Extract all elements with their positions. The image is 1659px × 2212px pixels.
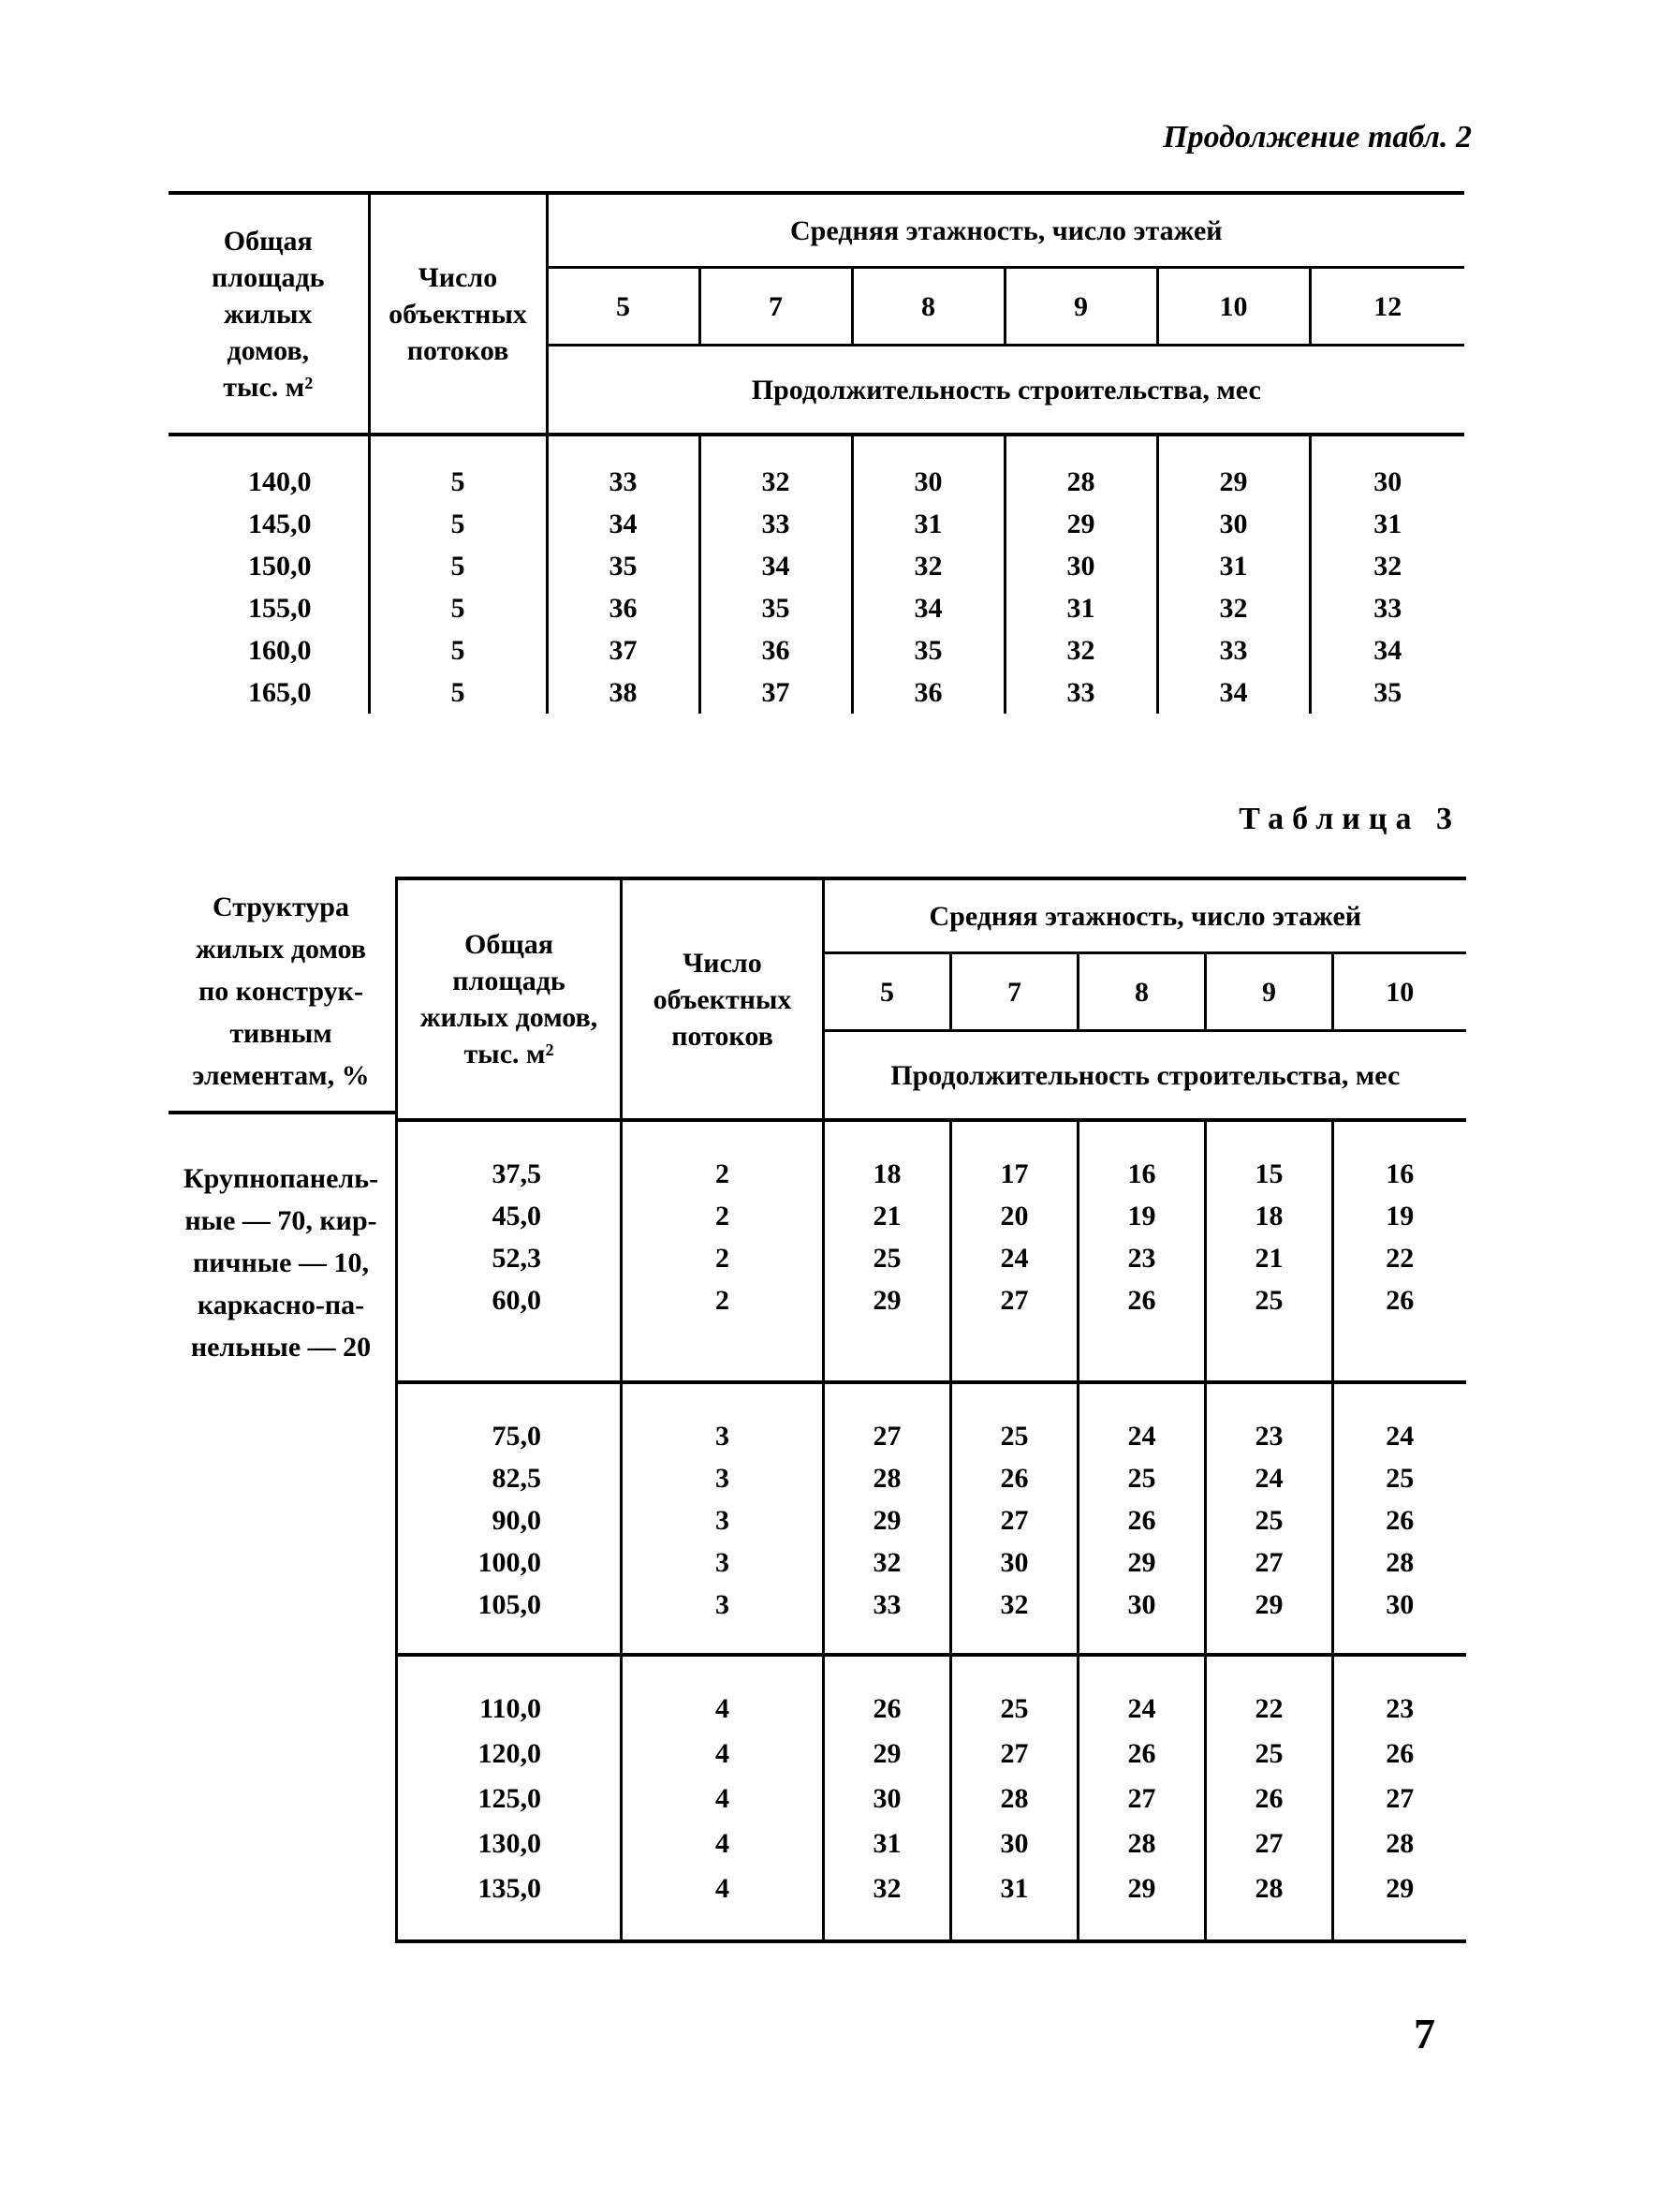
duration-cell: 27 — [1206, 1825, 1333, 1870]
duration-cell: 33 — [824, 1586, 951, 1655]
header-average-floors: Средняя этажность, число этажей — [547, 193, 1464, 268]
area-cell: 110,0 — [397, 1655, 622, 1735]
duration-cell: 26 — [951, 1460, 1079, 1502]
area-cell: 120,0 — [397, 1735, 622, 1780]
duration-cell: 28 — [1079, 1825, 1206, 1870]
duration-cell: 19 — [1333, 1198, 1466, 1240]
page-number: 7 — [1414, 2010, 1435, 2057]
duration-cell: 32 — [852, 545, 1005, 587]
duration-cell: 30 — [1005, 545, 1157, 587]
header-construction-duration: Продолжительность строительства, мес — [547, 346, 1464, 435]
floor-header-5: 5 — [547, 268, 699, 346]
duration-cell: 26 — [1079, 1282, 1206, 1382]
flows-cell: 2 — [622, 1240, 824, 1282]
duration-cell: 23 — [1333, 1655, 1466, 1735]
duration-cell: 24 — [1333, 1382, 1466, 1460]
floor-header-12: 12 — [1310, 268, 1464, 346]
header-total-area: Общая площадь жилых домов, тыс. м² — [397, 878, 622, 1120]
flows-cell: 3 — [622, 1544, 824, 1586]
duration-cell: 33 — [547, 461, 699, 503]
table-row — [397, 1198, 1466, 1240]
duration-cell: 34 — [1310, 629, 1464, 671]
table-row — [397, 1240, 1466, 1282]
duration-cell: 36 — [852, 671, 1005, 714]
duration-cell: 34 — [852, 587, 1005, 629]
floor-header-9: 9 — [1206, 953, 1333, 1031]
duration-cell: 27 — [951, 1282, 1079, 1382]
duration-cell: 27 — [1079, 1780, 1206, 1825]
duration-cell: 26 — [1333, 1735, 1466, 1780]
duration-cell: 18 — [824, 1120, 951, 1198]
duration-cell: 24 — [1206, 1460, 1333, 1502]
duration-cell: 21 — [1206, 1240, 1333, 1282]
duration-cell: 38 — [547, 671, 699, 714]
duration-cell: 31 — [824, 1825, 951, 1870]
duration-cell: 26 — [1079, 1735, 1206, 1780]
duration-cell: 25 — [1079, 1460, 1206, 1502]
duration-cell: 18 — [1206, 1198, 1333, 1240]
duration-cell: 25 — [1206, 1502, 1333, 1544]
flows-cell: 5 — [369, 545, 547, 587]
duration-cell: 29 — [824, 1735, 951, 1780]
header-total-area: Общая площадь жилых домов, тыс. м² — [169, 193, 369, 435]
table-spacer — [169, 435, 1464, 461]
flows-cell: 5 — [369, 629, 547, 671]
duration-cell: 36 — [547, 587, 699, 629]
duration-cell: 28 — [1206, 1870, 1333, 1941]
duration-cell: 26 — [1206, 1780, 1333, 1825]
table-row — [397, 1460, 1466, 1502]
floor-header-10: 10 — [1333, 953, 1466, 1031]
table-row — [397, 1780, 1466, 1825]
duration-cell: 32 — [824, 1544, 951, 1586]
duration-cell: 26 — [1333, 1282, 1466, 1382]
duration-cell: 34 — [547, 503, 699, 545]
duration-cell: 28 — [824, 1460, 951, 1502]
duration-cell: 32 — [824, 1870, 951, 1941]
header-flow-count: Число объектных потоков — [622, 878, 824, 1120]
area-cell: 82,5 — [397, 1460, 622, 1502]
area-cell: 155,0 — [248, 593, 312, 624]
duration-cell: 31 — [1005, 587, 1157, 629]
table-3 — [395, 877, 1466, 1943]
duration-cell: 29 — [824, 1282, 951, 1382]
header-structure: Структура жилых домов по конструк- тивным элементам, % — [192, 892, 370, 1091]
duration-cell: 26 — [1333, 1502, 1466, 1544]
duration-cell: 24 — [951, 1240, 1079, 1282]
duration-cell: 25 — [1206, 1282, 1333, 1382]
table-row — [169, 545, 1464, 587]
duration-cell: 30 — [852, 461, 1005, 503]
flows-cell: 4 — [622, 1870, 824, 1941]
duration-cell: 33 — [699, 503, 852, 545]
area-cell: 75,0 — [397, 1382, 622, 1460]
area-cell: 100,0 — [397, 1544, 622, 1586]
area-cell: 165,0 — [248, 677, 312, 708]
duration-cell: 32 — [699, 461, 852, 503]
duration-cell: 29 — [1079, 1544, 1206, 1586]
table-3-caption: Таблица 3 — [1239, 802, 1461, 836]
duration-cell: 25 — [951, 1382, 1079, 1460]
duration-cell: 29 — [824, 1502, 951, 1544]
header-construction-duration: Продолжительность строительства, мес — [824, 1031, 1466, 1121]
flows-cell: 4 — [622, 1825, 824, 1870]
structure-header-rule — [169, 1111, 395, 1114]
header-flow-count: Число объектных потоков — [369, 193, 547, 435]
duration-cell: 30 — [951, 1825, 1079, 1870]
duration-cell: 32 — [951, 1586, 1079, 1655]
flows-cell: 5 — [369, 587, 547, 629]
duration-cell: 27 — [951, 1735, 1079, 1780]
area-cell: 105,0 — [397, 1586, 622, 1655]
duration-cell: 29 — [1157, 461, 1310, 503]
duration-cell: 35 — [852, 629, 1005, 671]
duration-cell: 20 — [951, 1198, 1079, 1240]
duration-cell: 35 — [699, 587, 852, 629]
table-row — [397, 1502, 1466, 1544]
duration-cell: 32 — [1310, 545, 1464, 587]
area-cell: 160,0 — [248, 635, 312, 666]
table-row — [397, 1870, 1466, 1941]
duration-cell: 31 — [1310, 503, 1464, 545]
duration-cell: 28 — [1333, 1825, 1466, 1870]
duration-cell: 29 — [1079, 1870, 1206, 1941]
duration-cell: 23 — [1206, 1382, 1333, 1460]
duration-cell: 30 — [824, 1780, 951, 1825]
structure-description: Крупнопанель- ные — 70, кир- пичные — 10, каркасно-па- нельные — 20 — [183, 1163, 379, 1363]
floor-header-10: 10 — [1157, 268, 1310, 346]
duration-cell: 33 — [1157, 629, 1310, 671]
duration-cell: 34 — [699, 545, 852, 587]
floor-header-7: 7 — [951, 953, 1079, 1031]
area-cell: 135,0 — [397, 1870, 622, 1941]
table-row — [169, 461, 1464, 503]
flows-cell: 3 — [622, 1502, 824, 1544]
area-cell: 90,0 — [397, 1502, 622, 1544]
area-cell: 145,0 — [248, 509, 312, 539]
duration-cell: 27 — [1333, 1780, 1466, 1825]
duration-cell: 22 — [1333, 1240, 1466, 1282]
table-row — [169, 503, 1464, 545]
area-cell: 45,0 — [397, 1198, 622, 1240]
area-cell: 130,0 — [397, 1825, 622, 1870]
flows-cell: 2 — [622, 1198, 824, 1240]
flows-cell: 3 — [622, 1382, 824, 1460]
duration-cell: 17 — [951, 1120, 1079, 1198]
duration-cell: 32 — [1005, 629, 1157, 671]
duration-cell: 31 — [1157, 545, 1310, 587]
flows-cell: 5 — [369, 503, 547, 545]
flows-cell: 2 — [622, 1282, 824, 1382]
table-2-continuation-caption: Продолжение табл. 2 — [1163, 120, 1472, 155]
duration-cell: 26 — [1079, 1502, 1206, 1544]
floor-header-7: 7 — [699, 268, 852, 346]
table-row — [169, 671, 1464, 714]
table-row — [397, 1655, 1466, 1735]
duration-cell: 27 — [951, 1502, 1079, 1544]
duration-cell: 32 — [1157, 587, 1310, 629]
flows-cell: 3 — [622, 1586, 824, 1655]
duration-cell: 28 — [1333, 1544, 1466, 1586]
area-cell: 150,0 — [248, 551, 312, 582]
duration-cell: 25 — [1333, 1460, 1466, 1502]
duration-cell: 16 — [1079, 1120, 1206, 1198]
table-row — [397, 1586, 1466, 1655]
table-row — [397, 1825, 1466, 1870]
table-row — [169, 629, 1464, 671]
duration-cell: 16 — [1333, 1120, 1466, 1198]
duration-cell: 33 — [1310, 587, 1464, 629]
flows-cell: 4 — [622, 1655, 824, 1735]
duration-cell: 24 — [1079, 1655, 1206, 1735]
duration-cell: 27 — [1206, 1544, 1333, 1586]
duration-cell: 37 — [547, 629, 699, 671]
table-row — [169, 587, 1464, 629]
duration-cell: 24 — [1079, 1382, 1206, 1460]
duration-cell: 25 — [951, 1655, 1079, 1735]
duration-cell: 15 — [1206, 1120, 1333, 1198]
duration-cell: 30 — [1333, 1586, 1466, 1655]
area-cell: 37,5 — [397, 1120, 622, 1198]
duration-cell: 28 — [1005, 461, 1157, 503]
duration-cell: 26 — [824, 1655, 951, 1735]
duration-cell: 29 — [1005, 503, 1157, 545]
flows-cell: 2 — [622, 1120, 824, 1198]
table-row — [397, 1382, 1466, 1460]
table-2 — [169, 191, 1464, 714]
duration-cell: 25 — [1206, 1735, 1333, 1780]
duration-cell: 19 — [1079, 1198, 1206, 1240]
duration-cell: 30 — [1157, 503, 1310, 545]
flows-cell: 5 — [369, 671, 547, 714]
floor-header-8: 8 — [852, 268, 1005, 346]
duration-cell: 35 — [547, 545, 699, 587]
area-cell: 60,0 — [397, 1282, 622, 1382]
duration-cell: 23 — [1079, 1240, 1206, 1282]
table-row — [397, 1120, 1466, 1198]
duration-cell: 33 — [1005, 671, 1157, 714]
duration-cell: 30 — [951, 1544, 1079, 1586]
flows-cell: 4 — [622, 1735, 824, 1780]
table-row — [397, 1544, 1466, 1586]
header-average-floors: Средняя этажность, число этажей — [824, 878, 1466, 953]
floor-header-8: 8 — [1079, 953, 1206, 1031]
duration-cell: 31 — [852, 503, 1005, 545]
duration-cell: 35 — [1310, 671, 1464, 714]
duration-cell: 22 — [1206, 1655, 1333, 1735]
table-row — [397, 1735, 1466, 1780]
duration-cell: 36 — [699, 629, 852, 671]
duration-cell: 29 — [1206, 1586, 1333, 1655]
table-row — [397, 1282, 1466, 1382]
area-cell: 140,0 — [248, 466, 312, 497]
floor-header-9: 9 — [1005, 268, 1157, 346]
flows-cell: 4 — [622, 1780, 824, 1825]
duration-cell: 37 — [699, 671, 852, 714]
duration-cell: 31 — [951, 1870, 1079, 1941]
duration-cell: 28 — [951, 1780, 1079, 1825]
duration-cell: 27 — [824, 1382, 951, 1460]
floor-header-5: 5 — [824, 953, 951, 1031]
flows-cell: 3 — [622, 1460, 824, 1502]
duration-cell: 30 — [1079, 1586, 1206, 1655]
area-cell: 52,3 — [397, 1240, 622, 1282]
duration-cell: 29 — [1333, 1870, 1466, 1941]
duration-cell: 30 — [1310, 461, 1464, 503]
duration-cell: 25 — [824, 1240, 951, 1282]
duration-cell: 21 — [824, 1198, 951, 1240]
flows-cell: 5 — [369, 461, 547, 503]
area-cell: 125,0 — [397, 1780, 622, 1825]
duration-cell: 34 — [1157, 671, 1310, 714]
